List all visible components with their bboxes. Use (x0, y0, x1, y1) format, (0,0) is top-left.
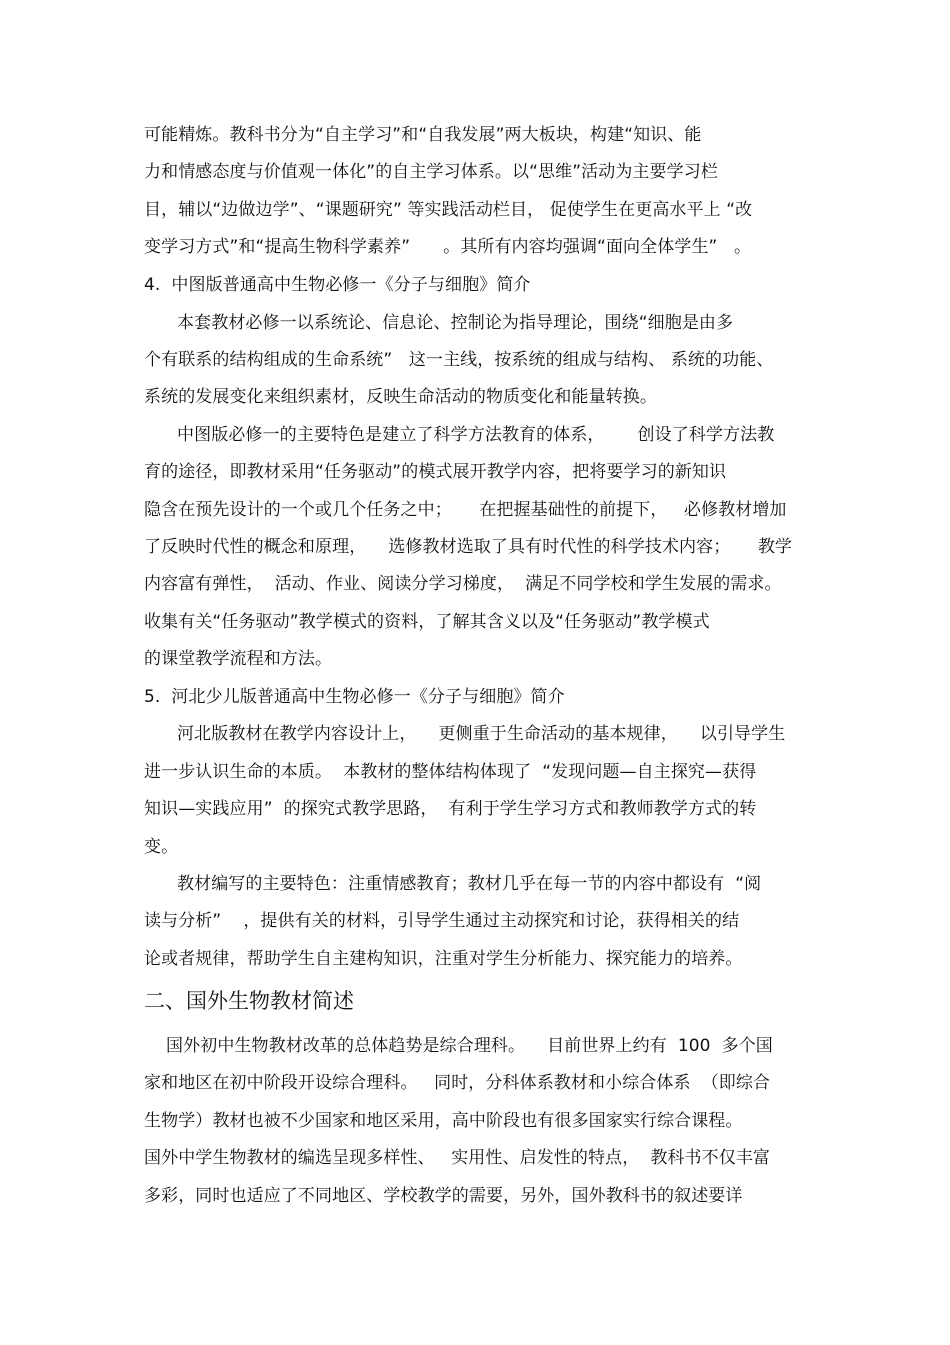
text-line: 收集有关“任务驱动”教学模式的资料，了解其含义以及“任务驱动”教学模式 (144, 612, 710, 632)
text-line: 进一步认识生命的本质。 本教材的整体结构体现了 “发现问题—自主探究—获得 (144, 762, 757, 782)
text-line: 中图版必修一的主要特色是建立了科学方法教育的体系， 创设了科学方法教 (144, 425, 775, 445)
text-line: 隐含在预先设计的一个或几个任务之中； 在把握基础性的前提下， 必修教材增加 (144, 500, 787, 520)
text-line: 变。 (144, 837, 179, 857)
text-line: 多彩，同时也适应了不同地区、学校教学的需要，另外，国外教科书的叙述要详 (144, 1186, 743, 1206)
text-line: 生物学）教材也被不少国家和地区采用，高中阶段也有很多国家实行综合课程。 (144, 1111, 743, 1131)
text-line: 内容富有弹性， 活动、作业、阅读分学习梯度， 满足不同学校和学生发展的需求。 (144, 574, 782, 594)
text-line: 本套教材必修一以系统论、信息论、控制论为指导理论，围绕“细胞是由多 (144, 313, 734, 333)
text-line: 知识—实践应用” 的探究式教学思路， 有利于学生学习方式和教师教学方式的转 (144, 799, 757, 819)
subsection-title: 5. 河北少儿版普通高中生物必修一《分子与细胞》简介 (144, 687, 565, 707)
text-line: 国外初中生物教材改革的总体趋势是综合理科。 目前世界上约有 100 多个国 (144, 1036, 773, 1056)
subsection-title: 4. 中图版普通高中生物必修一《分子与细胞》简介 (144, 275, 531, 295)
section-heading: 二、国外生物教材简述 (144, 989, 354, 1013)
text-line: 目，辅以“边做边学”、“课题研究” 等实践活动栏目， 促使学生在更高水平上 “改 (144, 200, 753, 220)
text-line: 个有联系的结构组成的生命系统” 这一主线，按系统的组成与结构、 系统的功能、 (144, 350, 774, 370)
text-line: 系统的发展变化来组织素材，反映生命活动的物质变化和能量转换。 (144, 387, 657, 407)
text-line: 国外中学生物教材的编选呈现多样性、 实用性、启发性的特点， 教科书不仅丰富 (144, 1148, 771, 1168)
text-line: 教材编写的主要特色：注重情感教育；教材几乎在每一节的内容中都设有 “阅 (144, 874, 762, 894)
text-line: 论或者规律，帮助学生自主建构知识，注重对学生分析能力、探究能力的培养。 (144, 949, 743, 969)
text-line: 变学习方式”和“提高生物科学素养” 。其所有内容均强调“面向全体学生” 。 (144, 237, 752, 257)
text-line: 力和情感态度与价值观一体化”的自主学习体系。以“思维”活动为主要学习栏 (144, 162, 718, 182)
text-line: 家和地区在初中阶段开设综合理科。 同时，分科体系教材和小综合体系 （即综合 (144, 1073, 771, 1093)
text-line: 读与分析” ，提供有关的材料，引导学生通过主动探究和讨论，获得相关的结 (144, 911, 740, 931)
text-line: 的课堂教学流程和方法。 (144, 649, 333, 669)
text-line: 育的途径，即教材采用“任务驱动”的模式展开教学内容，把将要学习的新知识 (144, 462, 727, 482)
text-line: 了反映时代性的概念和原理， 选修教材选取了具有时代性的科学技术内容； 教学 (144, 537, 793, 557)
text-line: 可能精炼。教科书分为“自主学习”和“自我发展”两大板块，构建“知识、能 (144, 125, 702, 145)
text-line: 河北版教材在教学内容设计上， 更侧重于生命活动的基本规律， 以引导学生 (144, 724, 786, 744)
